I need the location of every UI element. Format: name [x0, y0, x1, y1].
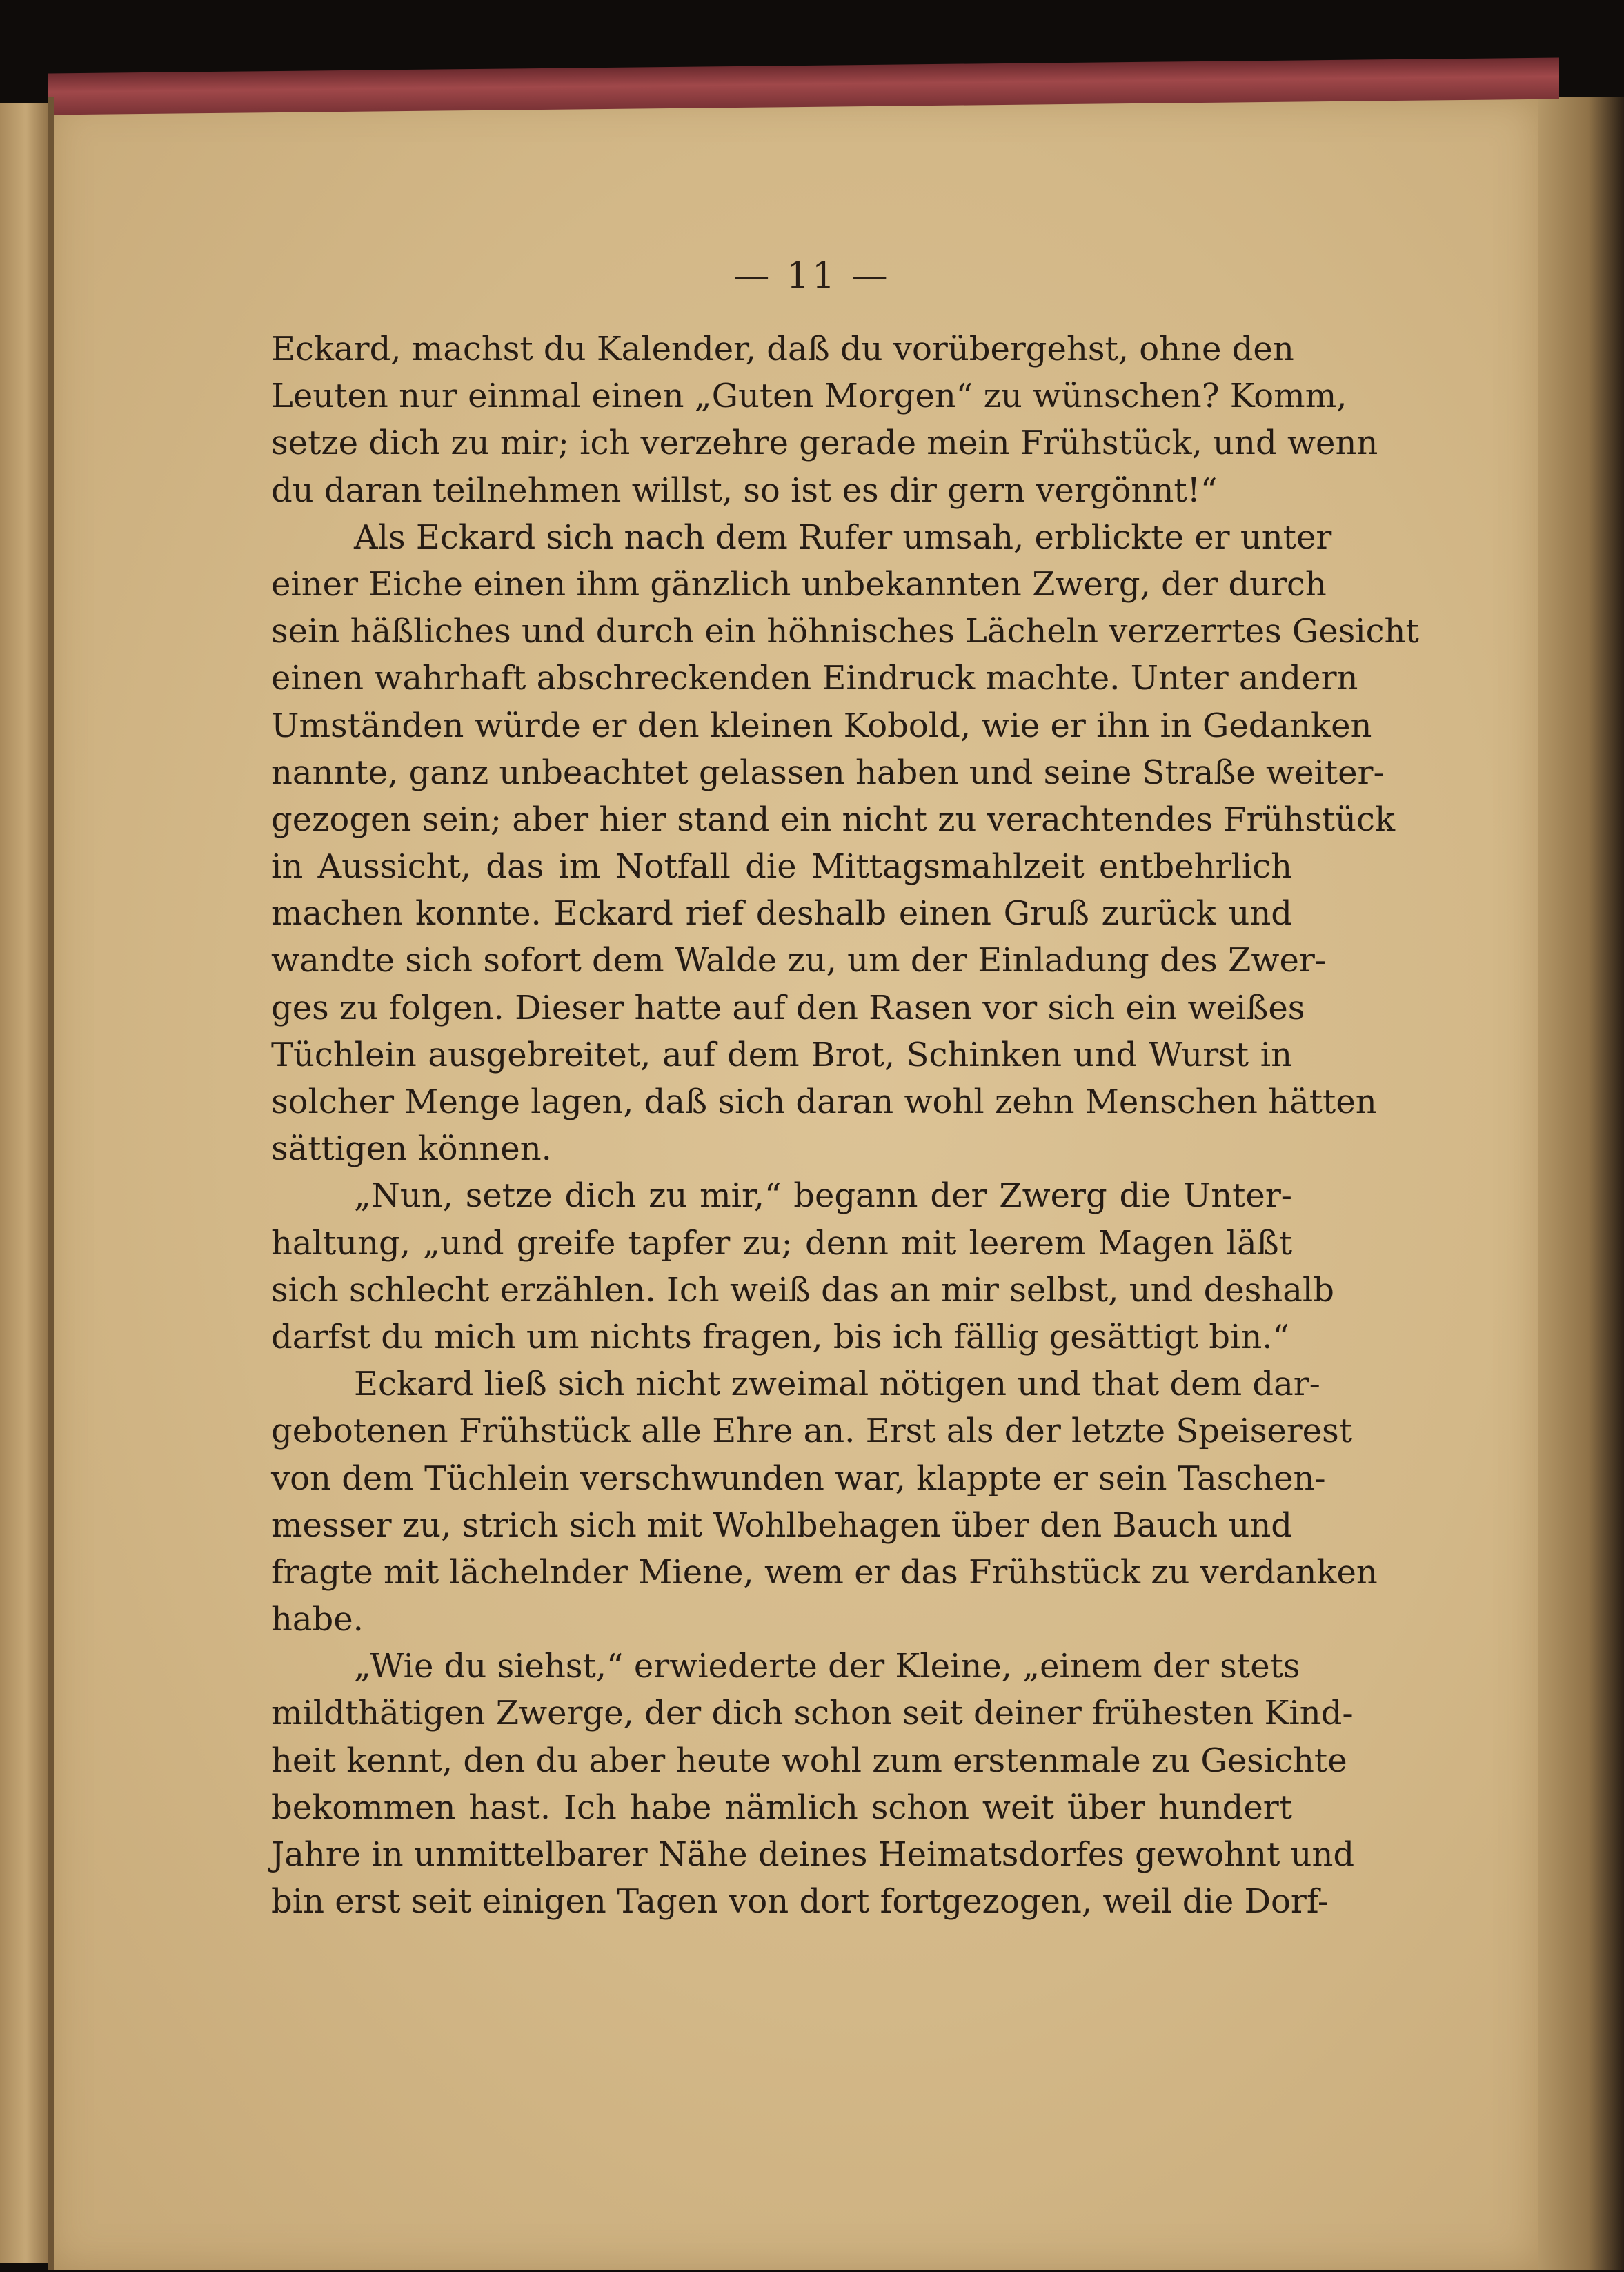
text-line: Eckard, machst du Kalender, daß du vorübergehst, ohne den — [271, 330, 1294, 368]
text-line: bin erst seit einigen Tagen von dort fortgezogen, weil die Dorf- — [271, 1882, 1329, 1922]
text-line: Als Eckard sich nach dem Rufer umsah, erblickte er unter — [354, 517, 1332, 557]
text-line: solcher Menge lagen, daß sich daran wohl zehn Menschen hätten — [271, 1083, 1377, 1121]
page-stack-edge — [1534, 97, 1624, 2270]
text-line: wandte sich sofort dem Walde zu, um der Einladung des Zwer- — [271, 941, 1327, 980]
text-line: Jahre in unmittelbarer Nähe deines Heimatsdorfes gewohnt und — [271, 1835, 1355, 1874]
text-line: gezogen sein; aber hier stand ein nicht zu verachtendes Frühstück — [271, 800, 1396, 839]
text-line: bekommen hast. Ich habe nämlich schon weit über hundert — [271, 1788, 1292, 1827]
text-line: von dem Tüchlein verschwunden war, klappte er sein Taschen- — [271, 1459, 1326, 1498]
text-line: Umständen würde er den kleinen Kobold, wie er ihn in Gedanken — [271, 706, 1372, 745]
text-line: heit kennt, den du aber heute wohl zum erstenmale zu Gesichte — [271, 1741, 1347, 1780]
text-line: darfst du mich um nichts fragen, bis ich fällig gesättigt bin.“ — [271, 1317, 1290, 1356]
text-line: setze dich zu mir; ich verzehre gerade mein Frühstück, und wenn — [271, 424, 1378, 463]
text-line: messer zu, strich sich mit Wohlbehagen über den Bauch und — [271, 1505, 1292, 1545]
page-number: — 11 — — [733, 255, 891, 297]
text-line: sättigen können. — [271, 1129, 552, 1169]
text-line: haltung, „und greife tapfer zu; denn mit leerem Magen läßt — [271, 1223, 1292, 1263]
text-line: Tüchlein ausgebreitet, auf dem Brot, Schinken und Wurst in — [271, 1035, 1292, 1074]
text-line: nannte, ganz unbeachtet gelassen haben und seine Straße weiter- — [271, 753, 1385, 792]
body-text — [271, 326, 1419, 1925]
text-line: einen wahrhaft abschreckenden Eindruck machte. Unter andern — [271, 659, 1358, 698]
facing-page-edge — [0, 103, 52, 2263]
text-line: mildthätigen Zwerge, der dich schon seit deiner frühesten Kind- — [271, 1694, 1354, 1733]
text-line: in Aussicht, das im Notfall die Mittagsmahlzeit entbehrlich — [271, 847, 1292, 887]
text-line: machen konnte. Eckard rief deshalb einen Gruß zurück und — [271, 894, 1292, 934]
text-line: sich schlecht erzählen. Ich weiß das an mir selbst, und deshalb — [271, 1270, 1334, 1310]
text-line: gebotenen Frühstück alle Ehre an. Erst als der letzte Speiserest — [271, 1412, 1353, 1451]
gutter-shadow — [48, 97, 54, 2270]
text-line: einer Eiche einen ihm gänzlich unbekannten Zwerg, der durch — [271, 564, 1327, 604]
text-line: ges zu folgen. Dieser hatte auf den Rasen vor sich ein weißes — [271, 988, 1305, 1027]
text-line: Eckard ließ sich nicht zweimal nötigen und that dem dar- — [354, 1365, 1320, 1404]
text-line: fragte mit lächelnder Miene, wem er das Frühstück zu verdanken — [271, 1552, 1378, 1592]
text-line: du daran teilnehmen willst, so ist es dir gern vergönnt!“ — [271, 471, 1218, 510]
text-line: habe. — [271, 1600, 364, 1639]
text-line: sein häßliches und durch ein höhnisches Lächeln verzerrtes Gesicht — [271, 612, 1419, 651]
text-line: „Nun, setze dich zu mir,“ begann der Zwerg die Unter- — [354, 1176, 1292, 1216]
text-line: Leuten nur einmal einen „Guten Morgen“ zu wünschen? Komm, — [271, 377, 1347, 416]
text-line: „Wie du siehst,“ erwiederte der Kleine, „einem der stets — [354, 1647, 1300, 1686]
